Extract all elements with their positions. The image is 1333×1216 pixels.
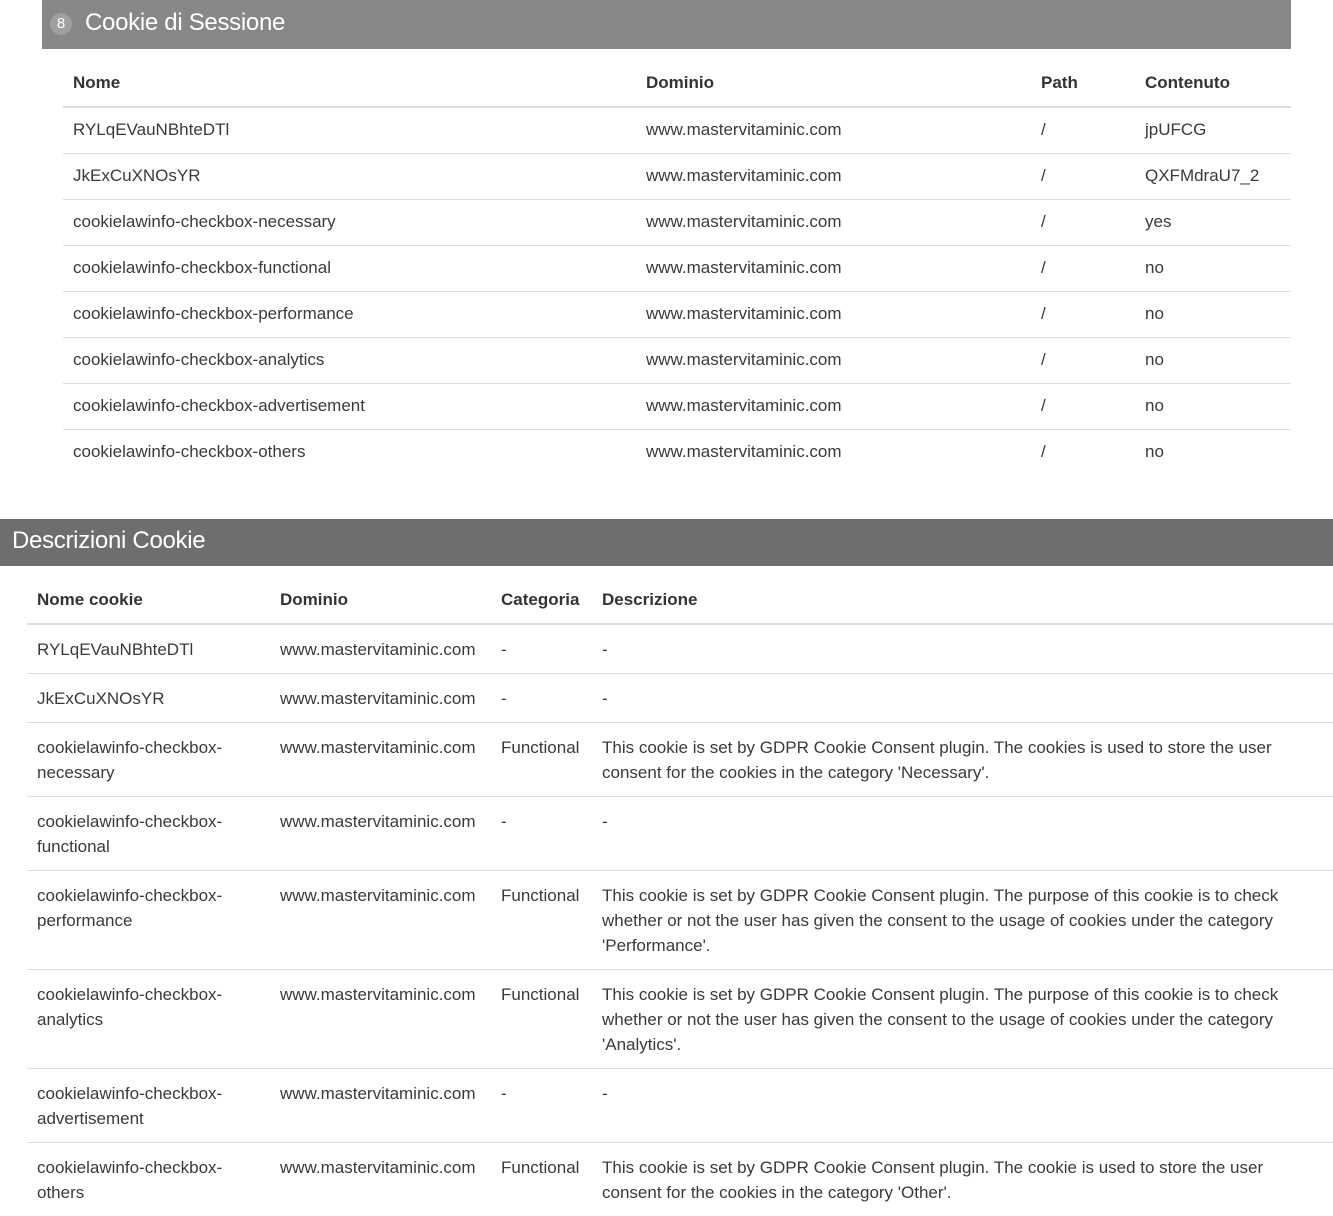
cookie-name-cell: cookielawinfo-checkbox-others	[27, 1143, 270, 1216]
cookie-name-cell: cookielawinfo-checkbox-necessary	[63, 199, 636, 245]
cookie-path-cell: /	[1031, 153, 1135, 199]
cookie-descriptions-table	[27, 576, 1333, 1216]
cookie-path-cell: /	[1031, 291, 1135, 337]
cookie-description-cell: -	[592, 797, 1333, 871]
cookie-name-cell: cookielawinfo-checkbox-advertisement	[63, 383, 636, 429]
cookie-description-cell: This cookie is set by GDPR Cookie Consent plugin. The cookie is used to store the user consent for the cookies in the category 'Other'.	[592, 1143, 1333, 1216]
cookie-path-cell: /	[1031, 199, 1135, 245]
cookie-domain-cell: www.mastervitaminic.com	[270, 1143, 491, 1216]
cookie-domain-cell: www.mastervitaminic.com	[636, 245, 1031, 291]
column-header-domain: Dominio	[636, 59, 1031, 107]
cookie-path-cell: /	[1031, 337, 1135, 383]
session-cookies-table	[63, 59, 1291, 475]
column-header-cookie-name: Nome cookie	[27, 576, 270, 624]
table-row	[63, 245, 1291, 291]
session-cookies-title: Cookie di Sessione	[85, 9, 285, 37]
cookie-category-cell: -	[491, 624, 592, 674]
cookie-name-cell: cookielawinfo-checkbox-others	[63, 429, 636, 475]
cookie-name-cell: cookielawinfo-checkbox-functional	[63, 245, 636, 291]
table-row	[27, 1143, 1333, 1216]
session-cookie-count-badge: 8	[50, 13, 72, 35]
cookie-domain-cell: www.mastervitaminic.com	[636, 199, 1031, 245]
table-row	[63, 383, 1291, 429]
cookie-content-cell: yes	[1135, 199, 1291, 245]
column-header-path: Path	[1031, 59, 1135, 107]
table-row	[63, 337, 1291, 383]
cookie-domain-cell: www.mastervitaminic.com	[270, 970, 491, 1069]
column-header-content: Contenuto	[1135, 59, 1291, 107]
cookie-path-cell: /	[1031, 245, 1135, 291]
cookie-domain-cell: www.mastervitaminic.com	[270, 871, 491, 970]
cookie-description-cell: This cookie is set by GDPR Cookie Consent plugin. The cookies is used to store the user consent for the cookies in the category 'Necessary'.	[592, 723, 1333, 797]
cookie-category-cell: Functional	[491, 970, 592, 1069]
cookie-domain-cell: www.mastervitaminic.com	[636, 337, 1031, 383]
cookie-name-cell: cookielawinfo-checkbox-functional	[27, 797, 270, 871]
cookie-category-cell: Functional	[491, 723, 592, 797]
cookie-content-cell: no	[1135, 383, 1291, 429]
cookie-category-cell: Functional	[491, 1143, 592, 1216]
table-row	[63, 153, 1291, 199]
cookie-name-cell: cookielawinfo-checkbox-analytics	[27, 970, 270, 1069]
table-header-row	[27, 576, 1333, 624]
cookie-domain-cell: www.mastervitaminic.com	[270, 1069, 491, 1143]
cookie-description-cell: -	[592, 1069, 1333, 1143]
cookie-descriptions-header	[0, 519, 1333, 566]
cookie-domain-cell: www.mastervitaminic.com	[636, 429, 1031, 475]
table-row	[27, 723, 1333, 797]
cookie-category-cell: -	[491, 1069, 592, 1143]
cookie-description-cell: This cookie is set by GDPR Cookie Consent plugin. The purpose of this cookie is to check whether or not the user has given the consent to the usage of cookies under the category 'Performance'.	[592, 871, 1333, 970]
session-cookies-header	[42, 0, 1291, 49]
cookie-name-cell: JkExCuXNOsYR	[27, 674, 270, 723]
cookie-content-cell: QXFMdraU7_2	[1135, 153, 1291, 199]
cookie-domain-cell: www.mastervitaminic.com	[270, 723, 491, 797]
cookie-path-cell: /	[1031, 429, 1135, 475]
cookie-name-cell: cookielawinfo-checkbox-necessary	[27, 723, 270, 797]
cookie-category-cell: -	[491, 674, 592, 723]
cookie-content-cell: no	[1135, 291, 1291, 337]
cookie-description-cell: This cookie is set by GDPR Cookie Consent plugin. The purpose of this cookie is to check whether or not the user has given the consent to the usage of cookies under the category 'Analytics'.	[592, 970, 1333, 1069]
column-header-category: Categoria	[491, 576, 592, 624]
table-row	[27, 871, 1333, 970]
column-header-description: Descrizione	[592, 576, 1333, 624]
cookie-name-cell: cookielawinfo-checkbox-performance	[63, 291, 636, 337]
cookie-name-cell: cookielawinfo-checkbox-advertisement	[27, 1069, 270, 1143]
cookie-description-cell: -	[592, 674, 1333, 723]
table-row	[63, 429, 1291, 475]
cookie-category-cell: Functional	[491, 871, 592, 970]
cookie-domain-cell: www.mastervitaminic.com	[636, 291, 1031, 337]
cookie-domain-cell: www.mastervitaminic.com	[636, 107, 1031, 153]
cookie-description-cell: -	[592, 624, 1333, 674]
cookie-domain-cell: www.mastervitaminic.com	[270, 624, 491, 674]
cookie-descriptions-title: Descrizioni Cookie	[12, 527, 205, 555]
cookie-domain-cell: www.mastervitaminic.com	[636, 383, 1031, 429]
table-row	[27, 1069, 1333, 1143]
cookie-name-cell: cookielawinfo-checkbox-performance	[27, 871, 270, 970]
cookie-domain-cell: www.mastervitaminic.com	[270, 674, 491, 723]
cookie-domain-cell: www.mastervitaminic.com	[270, 797, 491, 871]
table-row	[27, 797, 1333, 871]
table-row	[63, 199, 1291, 245]
cookie-name-cell: RYLqEVauNBhteDTl	[63, 107, 636, 153]
table-header-row	[63, 59, 1291, 107]
cookie-domain-cell: www.mastervitaminic.com	[636, 153, 1031, 199]
cookie-category-cell: -	[491, 797, 592, 871]
column-header-name: Nome	[63, 59, 636, 107]
table-row	[63, 291, 1291, 337]
cookie-content-cell: no	[1135, 429, 1291, 475]
cookie-path-cell: /	[1031, 383, 1135, 429]
table-row	[27, 624, 1333, 674]
cookie-name-cell: JkExCuXNOsYR	[63, 153, 636, 199]
cookie-path-cell: /	[1031, 107, 1135, 153]
column-header-domain: Dominio	[270, 576, 491, 624]
cookie-content-cell: no	[1135, 337, 1291, 383]
cookie-name-cell: RYLqEVauNBhteDTl	[27, 624, 270, 674]
cookie-name-cell: cookielawinfo-checkbox-analytics	[63, 337, 636, 383]
cookie-content-cell: no	[1135, 245, 1291, 291]
cookie-content-cell: jpUFCG	[1135, 107, 1291, 153]
table-row	[27, 674, 1333, 723]
table-row	[27, 970, 1333, 1069]
table-row	[63, 107, 1291, 153]
